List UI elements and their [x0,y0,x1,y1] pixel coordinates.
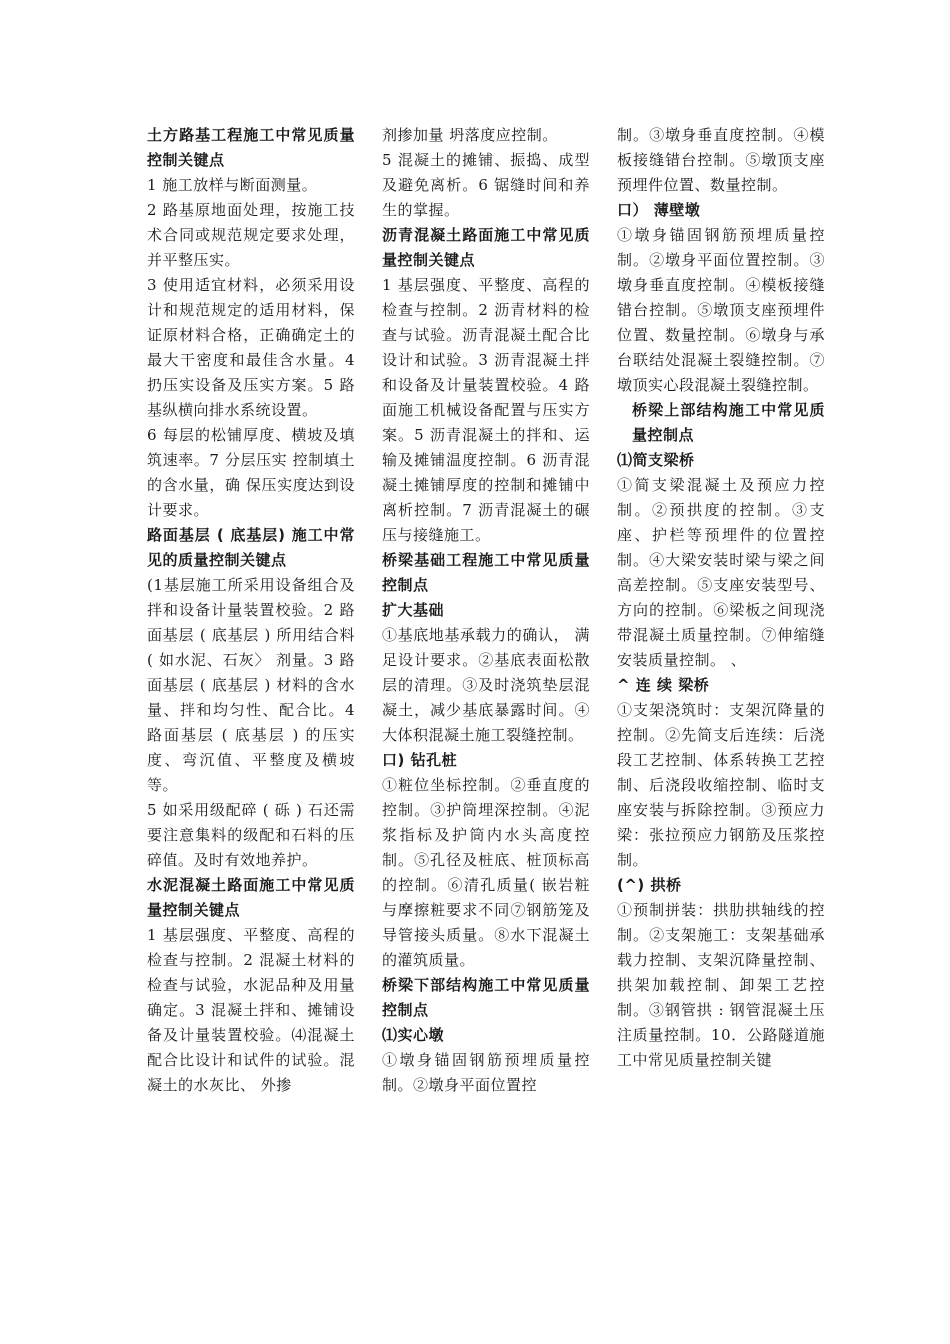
section-heading: 口） 薄壁墩 [617,201,701,219]
section-heading: 路面基层 ( 底基层) 施工中常见的质量控制关键点 [147,526,355,569]
paragraph: ①支架浇筑时：支架沉降量的控制。②先简支后连续：后浇段工艺控制、体系转换工艺控制、后浇段收缩控制、临时支座安装与拆除控制。③预应力梁：张拉预应力钢筋及压浆控制。 [617,701,825,869]
paragraph: 5 如采用级配碎 ( 砾 ) 石还需要注意集料的级配和石料的压碎值。及时有效地养护。 [147,801,355,869]
paragraph: 1 基层强度、平整度、高程的检查与控制。2 沥青材料的检查与试验。沥青混凝土配合比设计和试验。3 沥青混凝土拌和设备及计量装置校验。4 路面施工机械设备配置与压实方案。5 沥青混凝土的拌和、运输及摊铺温度控制。6 沥青混凝土摊铺厚度的控制和摊铺中离析控制。7 沥青混凝土的碾压与接缝施工。 [382,276,590,544]
section-heading: 桥梁下部结构施工中常见质量控制点 [382,976,590,1019]
section-heading: 土方路基工程施工中常见质量控制关键点 [147,126,355,169]
paragraph: 制。③墩身垂直度控制。④模板接缝错台控制。⑤墩顶支座预埋件位置、数量控制。 [617,126,825,194]
section-heading: 扩大基础 [382,601,445,619]
section-heading: 桥梁基础工程施工中常见质量控制点 [382,551,590,594]
section-heading: ⑴简支梁桥 [617,451,695,469]
text-column-2 [382,123,590,1223]
paragraph: 剂掺加量 坍落度应控制。 [382,126,558,144]
paragraph: ①粧位坐标控制。②垂直度的控制。③护筒埋深控制。④泥浆指标及护筒内水头高度控制。⑤孔径及桩底、桩顶标高的控制。⑥清孔质量( 嵌岩粧与摩擦粧要求不同⑦钢筋笼及导管接头质量。⑧水下混凝土的灌筑质量。 [382,776,590,969]
paragraph: ①预制拼装：拱肋拱轴线的控制。②支架施工：支架基础承载力控制、支架沉降量控制、拱架加载控制、卸架工艺控制。③钢管拱 : 钢管混凝土压注质量控制。10．公路隧道施工中常见质量控制关键 [617,901,825,1069]
paragraph: 1 施工放样与断面测量。 [147,176,318,194]
text-column-3 [617,123,825,1223]
paragraph: 3 使用适宜材料，必须采用设计和规范规定的适用材料，保证原材料合格，正确确定土的最大干密度和最佳含水量。4 扔压实设备及压实方案。5 路基纵横向排水系统设置。 [147,276,355,419]
section-heading: 桥梁上部结构施工中常见质量控制点 [632,401,825,444]
text-column-1 [147,123,355,1223]
paragraph: 5 混凝土的摊铺、振捣、成型及避免离析。6 锯缝时间和养生的掌握。 [382,151,590,219]
section-heading: ^ 连 续 梁桥 [617,676,710,694]
paragraph: 2 路基原地面处理，按施工技术合同或规范规定要求处理，并平整压实。 [147,201,355,269]
paragraph: (1基层施工所采用设备组合及拌和设备计量装置校验。2 路面基层 ( 底基层 ) 所用结合料 ( 如水泥、石灰〉 剂量。3 路面基层 ( 底基层 ) 材料的含水量、拌和均匀性、配合比。4 路面基层 ( 底基层 ) 的压实度、弯沉值、平整度及横坡等。 [147,576,355,794]
paragraph: ①墩身锚固钢筋预埋质量控制。②墩身平面位置控制。③墩身垂直度控制。④模板接缝错台控制。⑤墩顶支座预埋件位置、数量控制。⑥墩身与承台联结处混凝土裂缝控制。⑦墩顶实心段混凝土裂缝控制。 [617,226,825,394]
section-heading: 口) 钻孔桩 [382,751,458,769]
paragraph: 6 每层的松铺厚度、横坡及填筑速率。7 分层压实 控制填土的含水量，确 保压实度达到设计要求。 [147,426,355,519]
paragraph: ①基底地基承载力的确认， 满足设计要求。②基底表面松散层的清理。③及时浇筑垫层混凝土，减少基底暴露时间。④大体积混凝土施工裂缝控制。 [382,626,590,744]
section-heading: (^) 拱桥 [617,876,682,894]
section-heading: 沥青混凝土路面施工中常见质量控制关键点 [382,226,590,269]
paragraph: ①简支梁混凝土及预应力控制。②预拱度的控制。③支座、护栏等预埋件的位置控制。④大梁安装时梁与梁之间高差控制。⑤支座安装型号、 方向的控制。⑥梁板之间现浇带混凝土质量控制。⑦伸缩缝安装质量控制。 、 [617,476,825,669]
section-heading: ⑴实心墩 [382,1026,445,1044]
paragraph: ①墩身锚固钢筋预埋质量控制。②墩身平面位置控 [382,1051,590,1094]
paragraph: 1 基层强度、平整度、高程的检查与控制。2 混凝土材料的检查与试验，水泥品种及用量确定。3 混凝土拌和、摊铺设备及计量装置校验。⑷混凝土配合比设计和试件的试验。混凝土的水灰比、 外掺 [147,926,355,1094]
section-heading: 水泥混凝土路面施工中常见质量控制关键点 [147,876,355,919]
